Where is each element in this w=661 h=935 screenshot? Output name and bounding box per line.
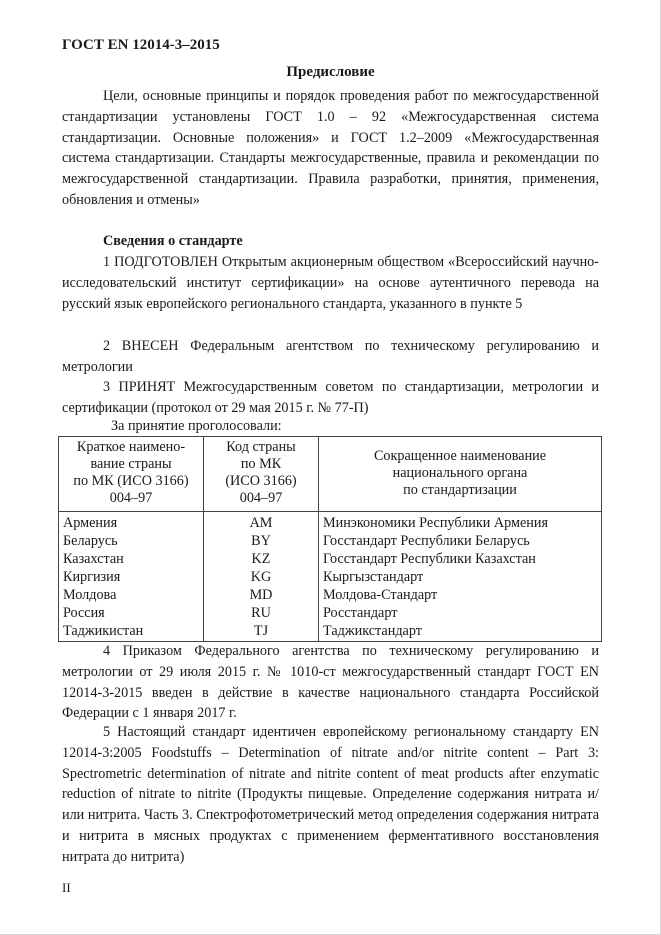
cell-country: Молдова: [59, 586, 204, 604]
cell-country: Россия: [59, 604, 204, 622]
voted-label: За принятие проголосовали:: [111, 418, 282, 434]
header-country-line: Краткое наимено-: [76, 439, 186, 455]
header-country-line: 004–97: [109, 490, 153, 506]
page-title: Предисловие: [286, 64, 375, 80]
voting-states-table: [58, 436, 602, 642]
cell-country: Казахстан: [59, 550, 204, 568]
header-organ-line: национального органа: [392, 464, 528, 481]
item-identity: 5 Настоящий стандарт идентичен европейскому региональному стандарту EN 12014-3:2005 Foodstuffs – Determination of nitrate and/or nitrite content – Part 3: Spectrometric determination of nitrate and nitrite content of meat products after enzymatic reduction of nitrate to nitrite (Продукты пищевые. Определение содержания нитрата и/или нитрита. Часть 3. Спектрофотометрический метод определения содержания нитрата и нитрита в мясных продуктах с применением ферментативного восстановления нитрата до нитрита): [62, 724, 599, 865]
table-row: [59, 512, 602, 533]
table-row: [59, 532, 602, 550]
table-row: [59, 550, 602, 568]
cell-organ: Молдова-Стандарт: [319, 586, 602, 604]
cell-code: MD: [204, 586, 319, 604]
cell-code: TJ: [204, 622, 319, 642]
table-row: [59, 586, 602, 604]
header-country: [59, 437, 204, 512]
item-introduced: 2 ВНЕСЕН Федеральным агентством по техническому регулированию и метрологии: [62, 338, 599, 375]
item-adopted: 3 ПРИНЯТ Межгосударственным советом по стандартизации, метрологии и сертификации (протокол от 29 мая 2015 г. № 77-П): [62, 379, 599, 416]
page-number: II: [62, 880, 71, 895]
header-code-line: 004–97: [239, 490, 283, 506]
header-code: [204, 437, 319, 512]
cell-organ: Росстандарт: [319, 604, 602, 622]
table-row: [59, 604, 602, 622]
section-heading: Сведения о стандарте: [103, 233, 243, 249]
cell-code: BY: [204, 532, 319, 550]
cell-code: KG: [204, 568, 319, 586]
cell-country: Таджикистан: [59, 622, 204, 642]
header-organ-line: по стандартизации: [403, 481, 517, 498]
item-enacted: 4 Приказом Федерального агентства по техническому регулированию и метрологии от 29 июля 2015 г. № 1010-ст межгосударственный стандарт ГОСТ EN 12014-3-2015 введен в действие в качестве национального стандарта Российской Федерации с 1 января 2017 г.: [62, 643, 599, 722]
cell-country: Армения: [59, 512, 204, 533]
cell-code: KZ: [204, 550, 319, 568]
table-row: [59, 622, 602, 642]
cell-code: AM: [204, 512, 319, 533]
header-organ-line: Сокращенное наименование: [373, 447, 547, 464]
header-code-line: (ИСО 3166): [225, 473, 297, 489]
cell-organ: Минэкономики Республики Армения: [319, 512, 602, 533]
table-row: [59, 568, 602, 586]
header-code-line: по МК: [240, 456, 282, 472]
cell-organ: Госстандарт Республики Беларусь: [319, 532, 602, 550]
cell-organ: Таджикстандарт: [319, 622, 602, 642]
header-code-line: Код страны: [226, 439, 296, 455]
item-prepared: 1 ПОДГОТОВЛЕН Открытым акционерным обществом «Всероссийский научно-исследовательский институт сертификации» на основе аутентичного перевода на русский язык европейского регионального стандарта, указанного в пункте 5: [62, 254, 599, 312]
table-header-row: [59, 437, 602, 512]
cell-organ: Кыргызстандарт: [319, 568, 602, 586]
header-country-line: по МК (ИСО 3166): [73, 473, 189, 489]
header-organ: [319, 437, 602, 512]
cell-country: Киргизия: [59, 568, 204, 586]
cell-code: RU: [204, 604, 319, 622]
intro-paragraph: Цели, основные принципы и порядок проведения работ по межгосударственной стандартизации установлены ГОСТ 1.0 – 92 «Межгосударственная система стандартизации. Основные положения» и ГОСТ 1.2–2009 «Межгосударственная система стандартизации. Стандарты межгосударственные, правила и рекомендации по межгосударственной стандартизации. Правила разработки, принятия, применения, обновления и отмены»: [62, 88, 599, 208]
document-code-header: ГОСТ EN 12014-3–2015: [62, 37, 220, 53]
header-country-line: вание страны: [90, 456, 172, 472]
cell-organ: Госстандарт Республики Казахстан: [319, 550, 602, 568]
cell-country: Беларусь: [59, 532, 204, 550]
